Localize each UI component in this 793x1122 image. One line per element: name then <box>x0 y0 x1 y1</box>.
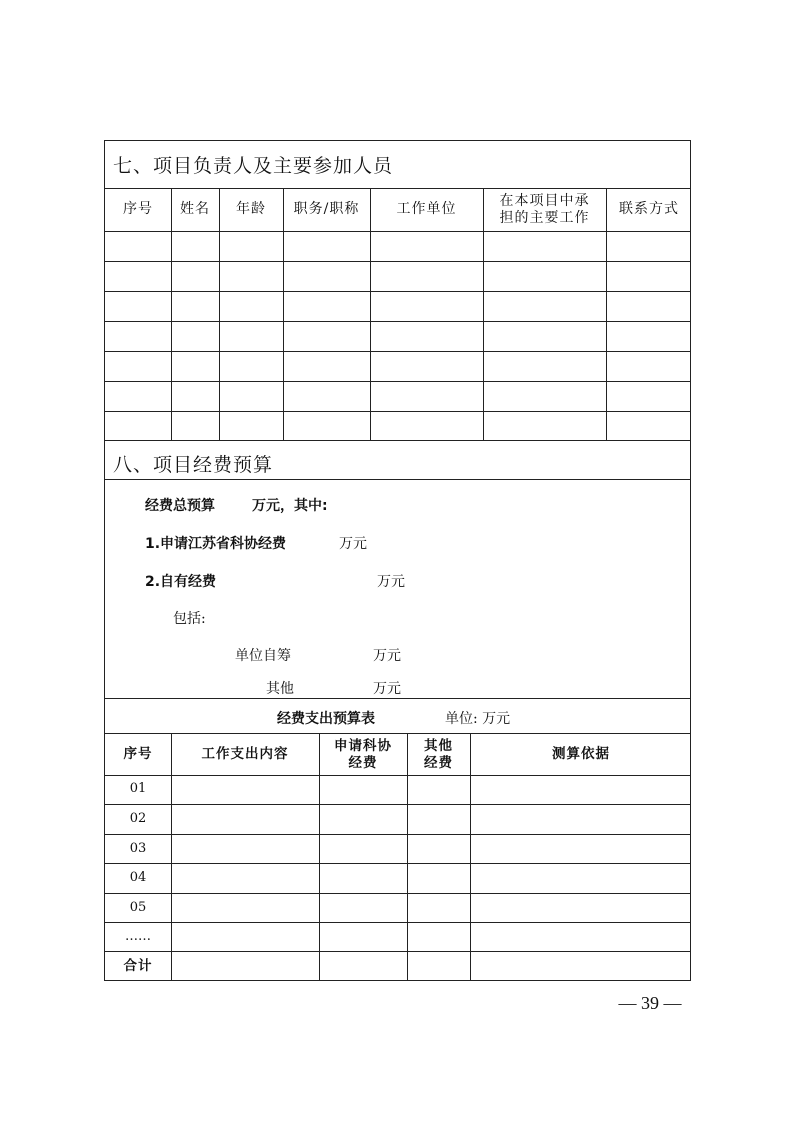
row-line <box>105 351 690 352</box>
section7-title: 七、项目负责人及主要参加人员 <box>113 155 394 177</box>
exp-header-seq: 序号 <box>123 746 153 763</box>
total-budget-label: 经费总预算 <box>145 498 215 514</box>
exp-row-seq: …… <box>125 929 151 944</box>
item1-label: 1.申请江苏省科协经费 <box>145 536 287 552</box>
exp-row-seq: 05 <box>129 900 147 915</box>
exp-header-other <box>407 734 470 775</box>
total-budget-suffix: 万元，其中: <box>252 498 328 514</box>
exp-header-other-line2: 经费 <box>424 754 453 771</box>
item2-unit: 万元 <box>377 574 405 590</box>
row-line <box>105 291 690 292</box>
exp-total-label: 合计 <box>123 958 153 975</box>
row-line <box>105 381 690 382</box>
divider <box>105 698 690 699</box>
row-line <box>105 922 690 923</box>
form-sheet <box>104 140 691 981</box>
exp-header-basis: 测算依据 <box>552 746 610 763</box>
expense-table-title: 经费支出预算表 <box>277 711 375 727</box>
col-line <box>283 188 284 440</box>
col-header-title: 职务/职称 <box>293 201 360 218</box>
page-number: — 39 — <box>618 993 682 1013</box>
exp-row-seq: 02 <box>129 811 147 826</box>
row-line <box>105 411 690 412</box>
col-line <box>483 188 484 440</box>
expense-table-unit: 单位: 万元 <box>445 711 511 727</box>
row-line <box>105 804 690 805</box>
other-unit: 万元 <box>373 681 401 697</box>
row-line <box>105 775 690 776</box>
row-line <box>105 231 690 232</box>
item2-label: 2.自有经费 <box>145 574 217 590</box>
col-line <box>219 188 220 440</box>
row-line <box>105 261 690 262</box>
col-line <box>171 188 172 440</box>
section8-title: 八、项目经费预算 <box>113 454 274 476</box>
exp-row-seq: 04 <box>129 870 147 885</box>
col-header-name: 姓名 <box>180 201 210 218</box>
col-line <box>370 188 371 440</box>
exp-row-seq: 01 <box>129 781 147 796</box>
self-raise-unit: 万元 <box>373 648 401 664</box>
col-header-age: 年龄 <box>236 201 266 218</box>
exp-row-seq: 03 <box>129 841 147 856</box>
col-header-org: 工作单位 <box>396 201 457 218</box>
including-label: 包括: <box>173 611 206 627</box>
col-line <box>606 188 607 440</box>
col-line <box>407 733 408 981</box>
row-line <box>105 440 690 441</box>
col-line <box>319 733 320 981</box>
row-line <box>105 321 690 322</box>
divider <box>105 479 690 480</box>
exp-header-apply-line1: 申请科协 <box>334 737 392 754</box>
self-raise-label: 单位自筹 <box>235 648 291 664</box>
row-line <box>105 893 690 894</box>
row-line <box>105 834 690 835</box>
col-line <box>171 733 172 981</box>
row-line <box>105 951 690 952</box>
col-header-work-line2: 担的主要工作 <box>499 210 590 226</box>
other-label: 其他 <box>266 681 294 697</box>
row-line <box>105 863 690 864</box>
col-header-work <box>483 189 606 231</box>
col-header-contact: 联系方式 <box>619 201 679 218</box>
col-header-work-line1: 在本项目中承 <box>499 192 590 209</box>
exp-header-other-line1: 其他 <box>424 737 453 754</box>
exp-header-apply-line2: 经费 <box>348 754 378 771</box>
item1-unit: 万元 <box>339 536 367 552</box>
col-line <box>470 733 471 981</box>
exp-header-content: 工作支出内容 <box>201 746 289 763</box>
col-header-seq: 序号 <box>123 201 153 218</box>
exp-header-apply <box>319 734 407 775</box>
